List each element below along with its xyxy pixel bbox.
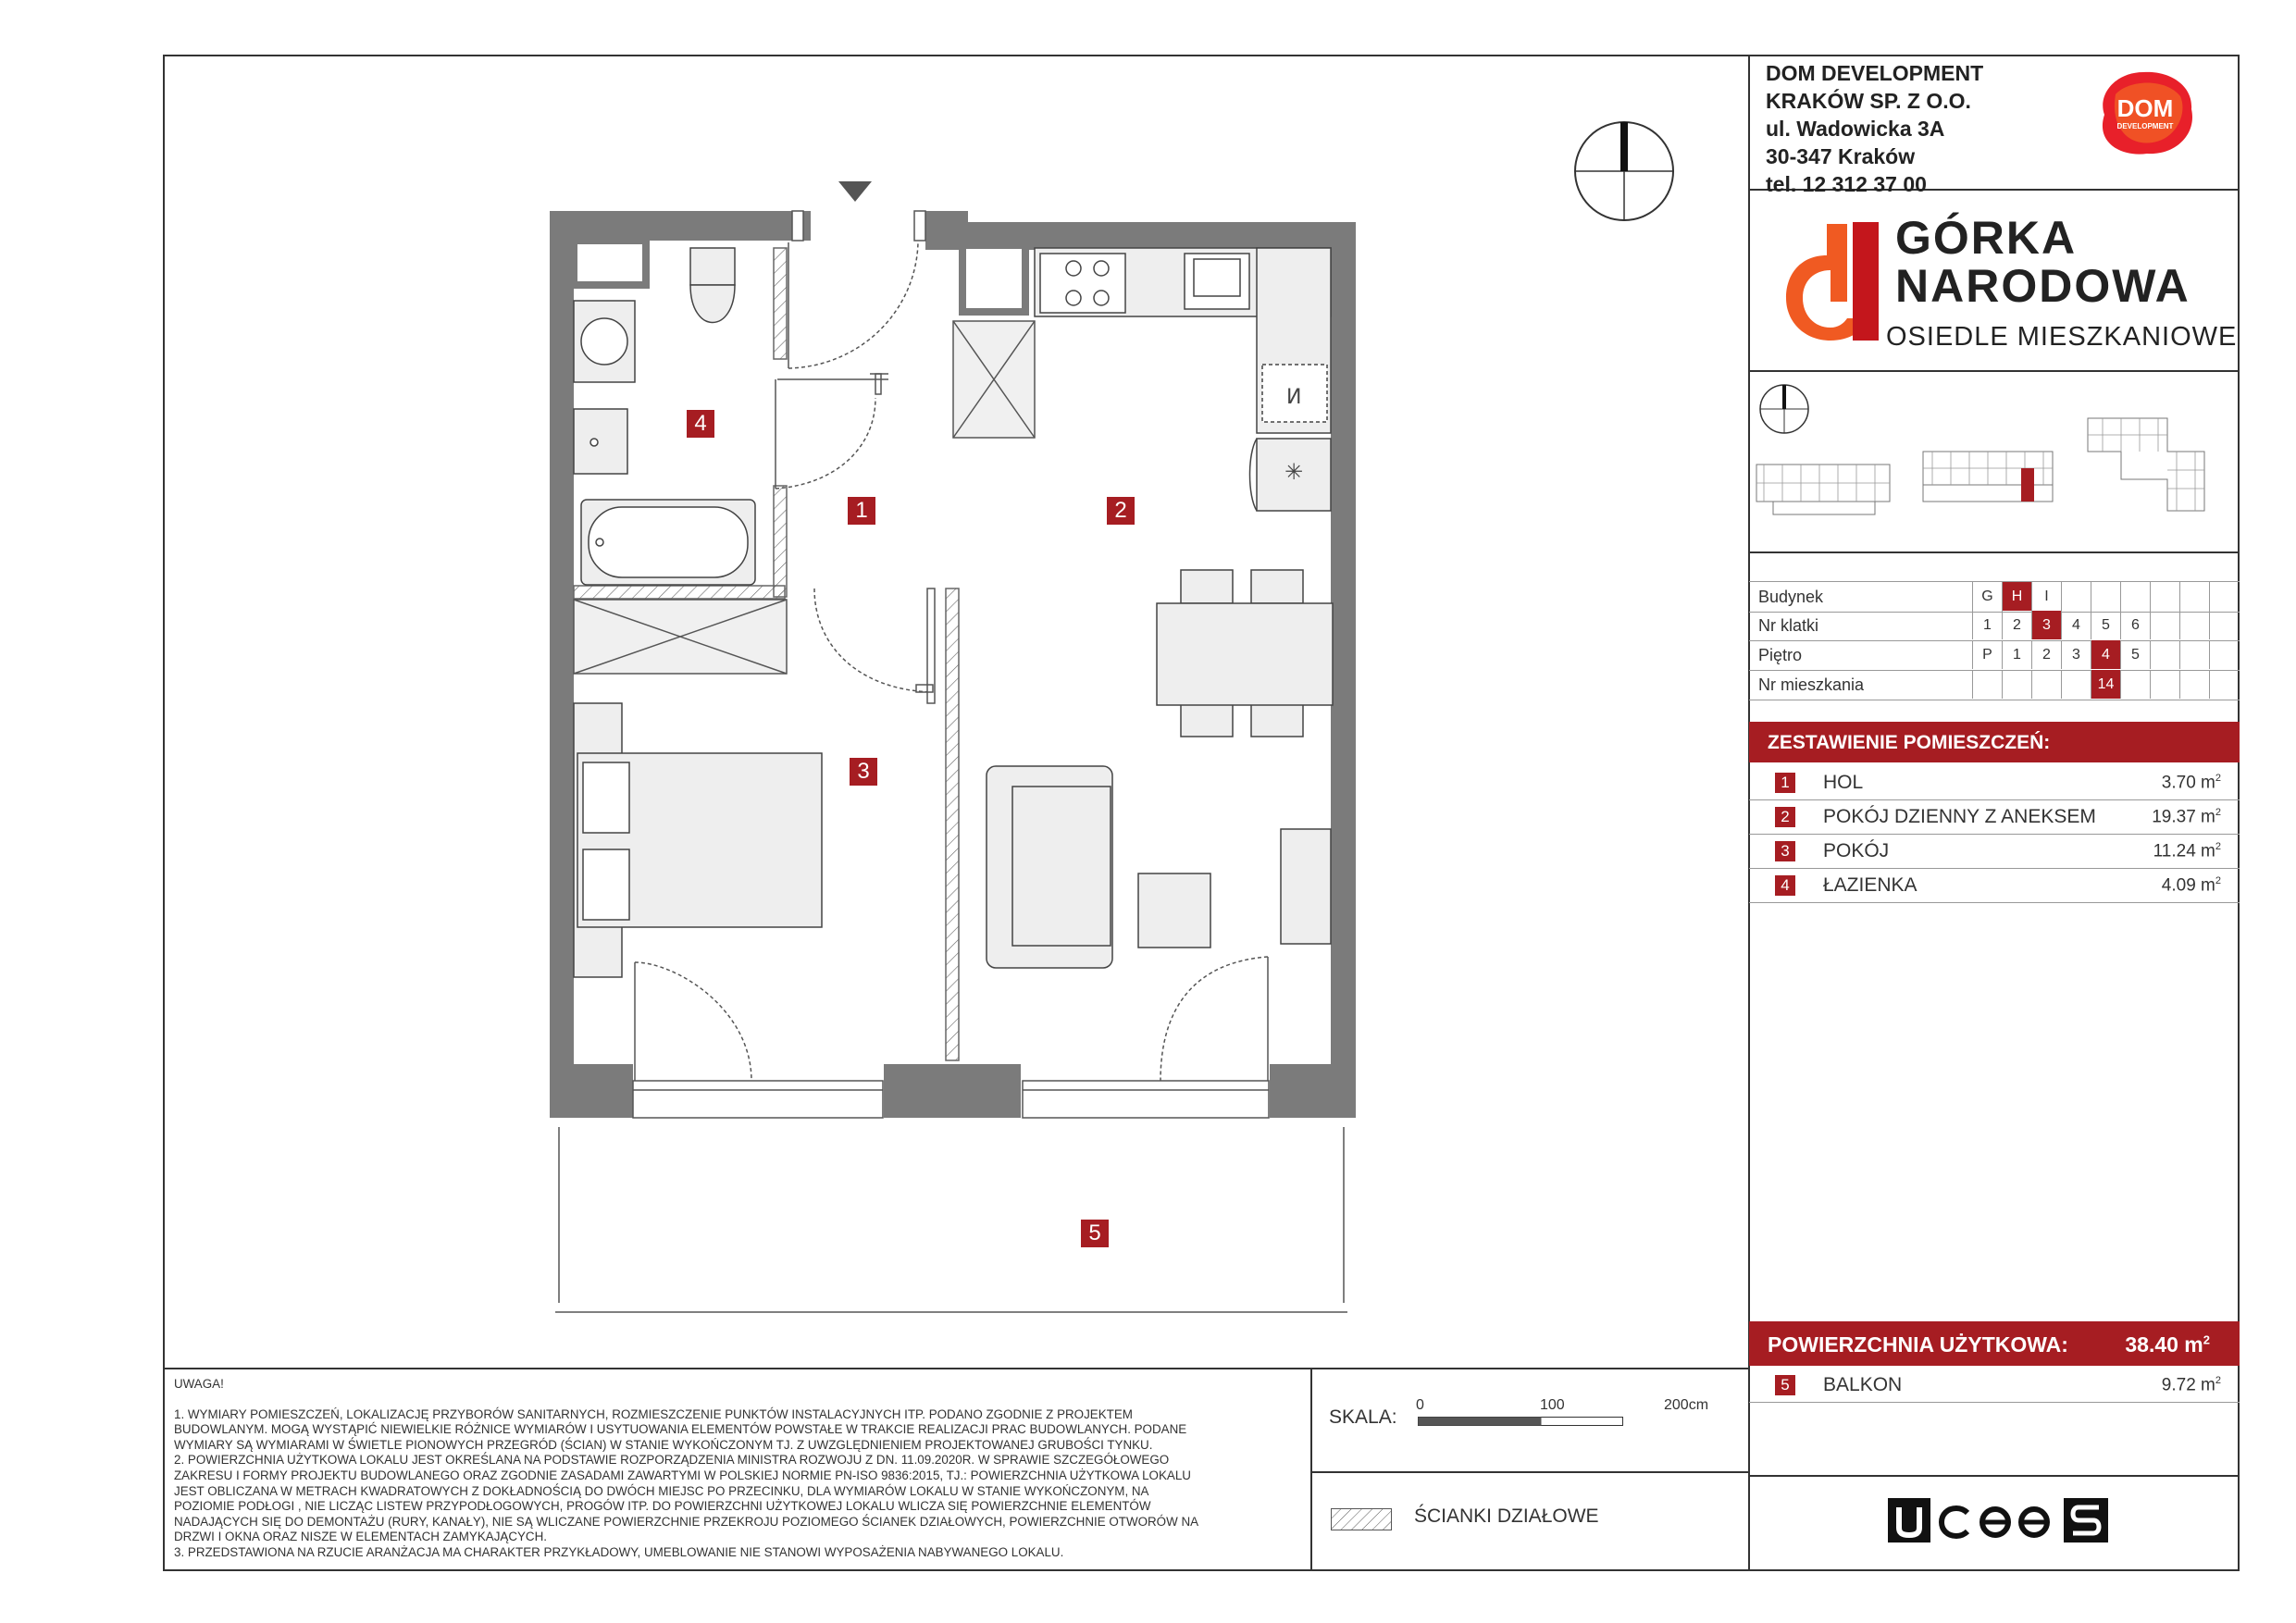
svg-text:И: И [1286, 386, 1302, 409]
selector-row [1749, 640, 2240, 671]
dom-logo-text: DOM [2116, 94, 2174, 122]
svg-text:✳: ✳ [1285, 459, 1304, 485]
selector-row-label: Nr klatki [1758, 616, 1819, 635]
selector-cell: 5 [2120, 640, 2150, 669]
selector-cell [2120, 582, 2150, 611]
room-badge-5: 5 [1081, 1220, 1109, 1247]
company-phone: tel. 12 312 37 00 [1766, 172, 1927, 196]
rooms-header-bar [1749, 722, 2240, 762]
balcony-number: 5 [1775, 1375, 1795, 1395]
balcony-row [1749, 1369, 2240, 1403]
keyplan-building-i [2084, 415, 2221, 513]
selector-row [1749, 611, 2240, 641]
selector-cell [2002, 670, 2031, 699]
room-name: POKÓJ DZIENNY Z ANEKSEM [1823, 806, 2096, 827]
project-divider [1749, 370, 2240, 372]
ucees-logo [1888, 1496, 2110, 1544]
selector-cell: 1 [1972, 611, 2002, 639]
room-number: 4 [1775, 875, 1795, 896]
selector-cell [2209, 640, 2239, 669]
note-line: BUDOWLANYM. MOGĄ WYSTĄPIĆ NIEWIELKIE RÓŻNICE WYMIARÓW I USYTUOWANIA ELEMENTÓW POWSTAŁE W TRAKCIE REALIZACJI PRAC BUDOWLANYCH. PODANE [174, 1422, 1187, 1437]
selector-cell: 2 [2031, 640, 2061, 669]
selector-cell [2091, 582, 2120, 611]
compass-icon [1573, 120, 1675, 222]
selector-cell [2061, 670, 2091, 699]
note-line: 1. WYMIARY POMIESZCZEŃ, LOKALIZACJĘ PRZYBORÓW SANITARNYCH, ROZMIESZCZENIE PUNKTÓW INSTALACYJNYCH ITP. PODANO ZGODNIE Z PROJEKTEM [174, 1406, 1133, 1421]
selector-row [1749, 670, 2240, 700]
room-number: 3 [1775, 841, 1795, 861]
selector-cell [2209, 611, 2239, 639]
selector-cell [2179, 611, 2209, 639]
note-line: POZIOMIE PODŁOGI , NIE LICZĄC LISTEW PRZYPODŁOGOWYCH, PROGÓW ITP. DO POWIERZCHNI UŻYTKOWEJ LOKALU WLICZA SIĘ POWIERZCHNIE ELEMENTÓW [174, 1499, 1151, 1514]
company-street: ul. Wadowicka 3A [1766, 117, 1945, 141]
balcony-area: 9.72 $m^2$ [2161, 1375, 2221, 1395]
notes-scale-divider [1310, 1368, 1312, 1571]
selector-cell: H [2002, 582, 2031, 611]
room-area: 4.09 $m^2$ [2161, 875, 2221, 896]
company-name-2: KRAKÓW SP. Z O.O. [1766, 89, 1971, 113]
selector-cell [2179, 640, 2209, 669]
total-area-bar [1749, 1321, 2240, 1366]
company-name: DOM DEVELOPMENT [1766, 61, 1984, 85]
room-number: 2 [1775, 807, 1795, 827]
selector-cell: 14 [2091, 670, 2120, 699]
project-name-line2: NARODOWA [1895, 260, 2191, 312]
scale-tick-0: 0 [1416, 1397, 1424, 1413]
selector-cell: I [2031, 582, 2061, 611]
keyplan-building-g [1755, 459, 1892, 516]
selector-cell: 1 [2002, 640, 2031, 669]
selector-cell [1972, 670, 2002, 699]
room-name: POKÓJ [1823, 840, 1890, 861]
selector-cell: 3 [2061, 640, 2091, 669]
room-area: 19.37 $m^2$ [2152, 807, 2221, 827]
scale-label: SKALA: [1329, 1406, 1397, 1428]
floor-plan [537, 167, 1370, 1323]
room-number: 1 [1775, 773, 1795, 793]
selector-row-label: Budynek [1758, 588, 1824, 606]
room-area: 11.24 $m^2$ [2153, 841, 2221, 861]
scale-legend-divider [1310, 1471, 1749, 1473]
room-badge-1: 1 [848, 497, 875, 525]
dom-development-logo [2088, 67, 2203, 159]
notes-lines [174, 1407, 1303, 1561]
company-city: 30-347 Kraków [1766, 144, 1916, 168]
note-line: 3. PRZEDSTAWIONA NA RZUCIE ARANŻACJA MA CHARAKTER PRZYKŁADOWY, UMEBLOWANIE NIE STANOWI WYPOSAŻENIA NABYWANEGO LOKALU. [174, 1544, 1064, 1559]
scale-tick-100: 100 [1540, 1397, 1565, 1413]
gorka-narodowa-logo-mark [1773, 218, 1884, 348]
selector-cell: 4 [2061, 611, 2091, 639]
room-name: HOL [1823, 772, 1864, 793]
dom-logo-subtext: DEVELOPMENT [2116, 122, 2174, 130]
scale-tick-200: 200cm [1664, 1397, 1709, 1413]
selector-cell: 3 [2031, 611, 2061, 639]
selector-row-label: Nr mieszkania [1758, 675, 1865, 694]
room-badge-4: 4 [687, 410, 714, 438]
selector-cell [2150, 640, 2179, 669]
balcony-name: BALKON [1823, 1374, 1903, 1395]
notes-divider [163, 1368, 1749, 1369]
hatch-legend-icon [1331, 1508, 1392, 1530]
selector-cell [2150, 582, 2179, 611]
note-line: JEST OBLICZANA W METRACH KWADRATOWYCH Z DOKŁADNOŚCIĄ DO DWÓCH MIEJSC PO PRZECINKU, DLA WYMIARÓW LOKALU W STANIE WYKOŃCZONYM, NA [174, 1483, 1149, 1498]
room-name: ŁAZIENKA [1823, 874, 1917, 896]
room-row [1749, 869, 2240, 903]
selector-cell [2179, 582, 2209, 611]
selector-cell [2061, 582, 2091, 611]
note-line: 2. POWIERZCHNIA UŻYTKOWA LOKALU JEST OKREŚLANA NA PODSTAWIE ROZPORZĄDZENIA MINISTRA ROZWOJU Z DN. 11.09.2020R. W SPRAWIE SZCZEGÓŁOWEGO [174, 1453, 1170, 1468]
room-row [1749, 800, 2240, 835]
selector-cell [2150, 611, 2179, 639]
project-name-line1: GÓRKA [1895, 212, 2078, 264]
selector-cell: 5 [2091, 611, 2120, 639]
balcony-divider [1749, 1475, 2240, 1477]
keyplan-compass-icon [1758, 383, 1810, 435]
selector-cell: 2 [2002, 611, 2031, 639]
project-subtitle: OSIEDLE MIESZKANIOWE [1886, 322, 2238, 352]
selector-row-label: Piętro [1758, 646, 1803, 664]
notes-heading: UWAGA! [174, 1377, 224, 1391]
selector-cell: P [1972, 640, 2002, 669]
selector-cell [2209, 582, 2239, 611]
room-row [1749, 766, 2240, 800]
selector-cell [2031, 670, 2061, 699]
total-area-value: 38.40 $m^2$ [2125, 1332, 2210, 1357]
company-info [1766, 59, 1983, 198]
scale-bar [1418, 1414, 1623, 1423]
room-row [1749, 835, 2240, 869]
total-area-label: POWIERZCHNIA UŻYTKOWA: [1768, 1332, 2068, 1357]
keyplan-building-h [1919, 448, 2056, 505]
room-badge-2: 2 [1107, 497, 1135, 525]
note-line: DRZWI I OKNA ORAZ NISZE W ELEMENTACH ZAMYKAJĄCYCH. [174, 1530, 547, 1544]
selector-cell: 4 [2091, 640, 2120, 669]
room-area: 3.70 $m^2$ [2161, 773, 2221, 793]
keyplan-divider [1749, 551, 2240, 553]
selector-cell: 6 [2120, 611, 2150, 639]
selector-cell [2120, 670, 2150, 699]
selector-cell [2209, 670, 2239, 699]
note-line: NADAJĄCYCH SIĘ DO DEMONTAŻU (RURY, KANAŁY), NIE SĄ WLICZANE POWIERZCHNIE PRZEKROJU POZIOMEGO ŚCIANEK DZIAŁOWYCH, POWIERZCHNIE OTWORÓW NA [174, 1514, 1199, 1529]
note-line: ZAKRESU I FORMY PROJEKTU BUDOWLANEGO ORAZ ZGODNIE ZASADAMI ZAWARTYMI W POLSKIEJ NORMIE PN-ISO 9836:2015, TJ.: POWIERZCHNIA UŻYTKOWA LOKALU [174, 1468, 1191, 1482]
selector-cell [2150, 670, 2179, 699]
selector-cell: G [1972, 582, 2002, 611]
selector-cell [2179, 670, 2209, 699]
notes [174, 1377, 1303, 1561]
legend-label: ŚCIANKI DZIAŁOWE [1414, 1505, 1599, 1527]
rooms-header: ZESTAWIENIE POMIESZCZEŃ: [1768, 732, 2051, 753]
floor-plan-drawing [537, 167, 1370, 1323]
note-line: WYMIARY SĄ WYMIARAMI W ŚWIETLE PIONOWYCH PRZEGRÓD (ŚCIAN) W STANIE WYKOŃCZONYM TJ. Z UWZGLĘDNIENIEM PROJEKTOWANEJ GRUBOŚCI TYNKU. [174, 1437, 1153, 1452]
room-badge-3: 3 [850, 758, 877, 786]
selector-row [1749, 581, 2240, 613]
